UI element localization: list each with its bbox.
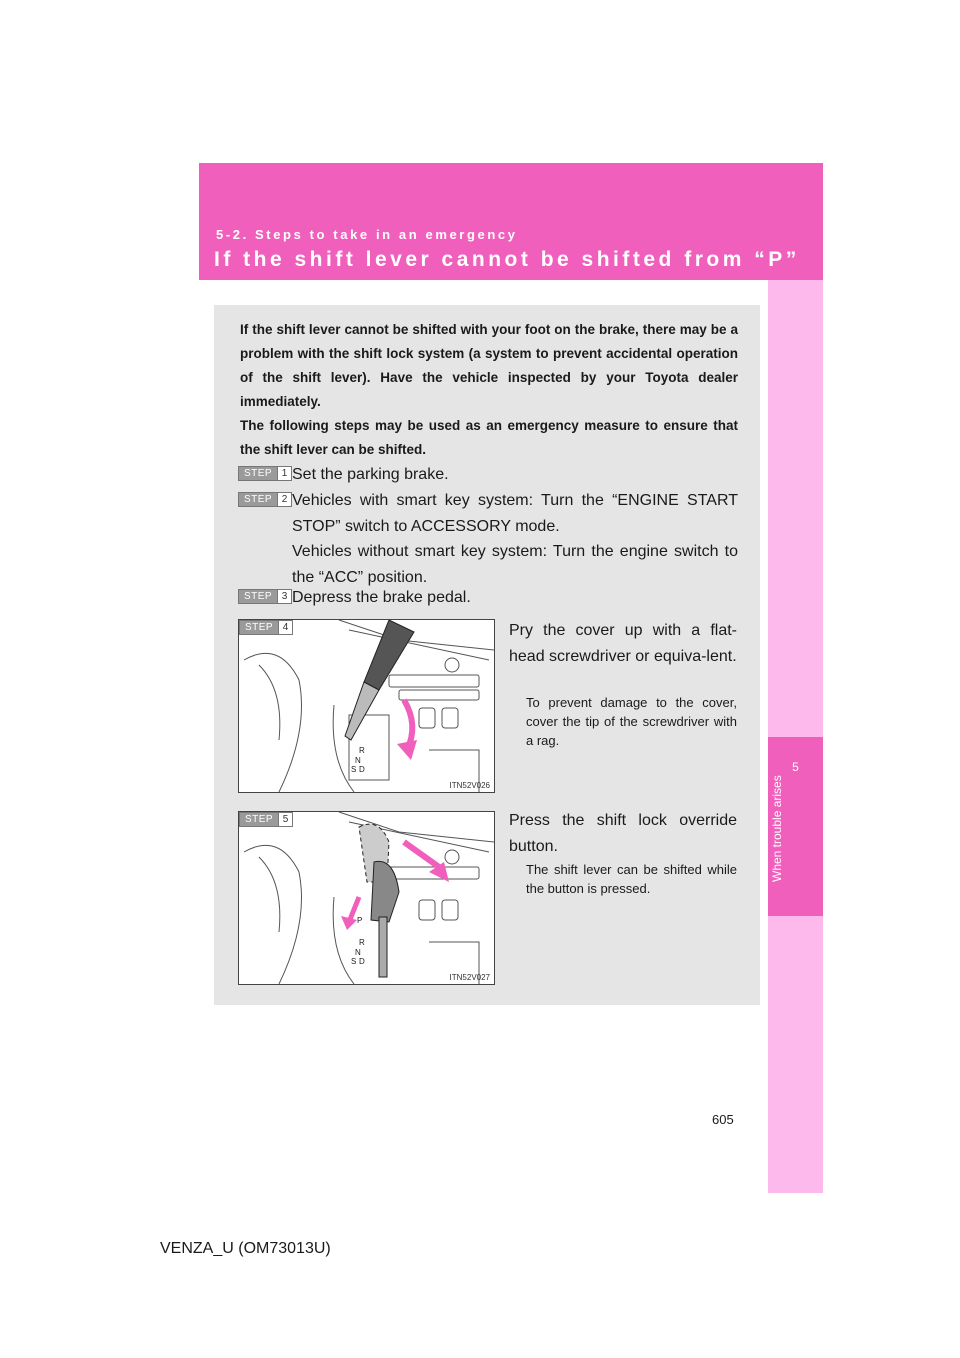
illustration-code: ITN52V027: [449, 973, 490, 982]
screwdriver-illustration: [239, 620, 494, 792]
illustration-code: ITN52V026: [449, 781, 490, 790]
step-badge: STEP 4: [239, 620, 293, 635]
step-badge: STEP 2: [238, 492, 292, 507]
gear-label: N: [355, 756, 361, 765]
step-5-text: Press the shift lock override button.: [509, 812, 737, 855]
step-4-text: Pry the cover up with a flat-head screwdriver or equiva-lent.: [509, 622, 737, 665]
gear-label: R: [359, 938, 365, 947]
gear-label: D: [359, 765, 365, 774]
step-badge: STEP 3: [238, 589, 292, 604]
step-text: Vehicles with smart key system: Turn the “ENGINE START STOP” switch to ACCESSORY mode.: [292, 492, 738, 535]
step-4-note: To prevent damage to the cover, cover the tip of the screwdriver with a rag.: [526, 695, 737, 748]
document-code: VENZA_U (OM73013U): [160, 1240, 331, 1257]
gear-label: D: [359, 957, 365, 966]
chapter-number: 5: [792, 760, 799, 774]
step-text: Depress the brake pedal.: [292, 589, 471, 606]
step-5-note: The shift lever can be shifted while the button is pressed.: [526, 862, 737, 896]
step-5-illustration: [238, 811, 495, 985]
gear-label: P: [357, 916, 363, 925]
step-badge: STEP 5: [239, 812, 293, 827]
intro-paragraph: The following steps may be used as an emergency measure to ensure that the shift lever can be shifted.: [240, 418, 738, 457]
gear-label: R: [359, 746, 365, 755]
shift-lever-illustration: [239, 812, 494, 984]
chapter-title: When trouble arises: [770, 775, 784, 882]
section-label: 5-2. Steps to take in an emergency: [216, 227, 518, 242]
step-text: Set the parking brake.: [292, 466, 449, 483]
page-title: If the shift lever cannot be shifted from “P”: [214, 248, 800, 271]
gear-label: N: [355, 948, 361, 957]
intro-paragraph: If the shift lever cannot be shifted with your foot on the brake, there may be a problem with the shift lock system (a system to prevent accidental operation of the shift lever). Have the vehicle inspected by your Toyota dealer immediately.: [240, 322, 738, 409]
page-number: 605: [712, 1112, 734, 1127]
intro-text: [240, 318, 738, 462]
gear-label: S: [351, 957, 357, 966]
gear-label: S: [351, 765, 357, 774]
step-badge: STEP 1: [238, 466, 292, 481]
step-text: Vehicles without smart key system: Turn the engine switch to the “ACC” position.: [292, 543, 738, 586]
step-4-illustration: [238, 619, 495, 793]
